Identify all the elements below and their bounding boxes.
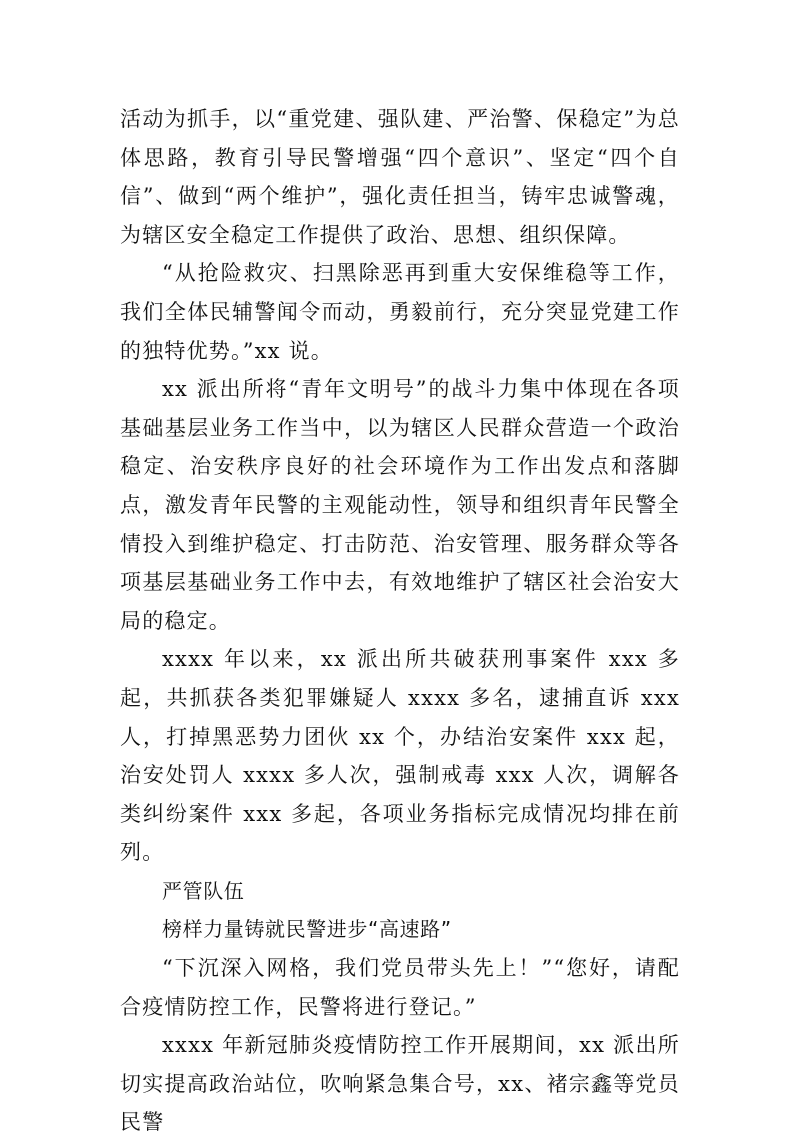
document-body <box>120 100 680 1142</box>
paragraph-quote: “从抢险救灾、扫黑除恶再到重大安保维稳等工作，我们全体民辅警闻令而动，勇毅前行，充分突显党建工作的独特优势。”xx 说。 <box>120 261 680 363</box>
paragraph-quote-grid: “下沉深入网格，我们党员带头先上！”“您好，请配合疫情防控工作，民警将进行登记。” <box>120 956 680 1019</box>
section-heading: 严管队伍 <box>162 878 245 903</box>
paragraph-epidemic: xxxx 年新冠肺炎疫情防控工作开展期间，xx 派出所切实提高政治站位，吹响紧急集合号，xx、褚宗鑫等党员民警 <box>120 1033 680 1135</box>
paragraph-statistics: xxxx 年以来，xx 派出所共破获刑事案件 xxx 多起，共抓获各类犯罪嫌疑人 xxxx 多名，逮捕直诉 xxx 人，打掉黑恶势力团伙 xx 个，办结治安案件 xxx 起，治安处罚人 xxxx 多人次，强制戒毒 xxx 人次，调解各类纠纷案件 xxx 多起，各项业务指标完成情况均排在前列。 <box>120 647 680 865</box>
paragraph-youth-brand: xx 派出所将“青年文明号”的战斗力集中体现在各项基础基层业务工作当中，以为辖区人民群众营造一个政治稳定、治安秩序良好的社会环境作为工作出发点和落脚点，激发青年民警的主观能动性，领导和组织青年民警全情投入到维护稳定、打击防范、治安管理、服务群众等各项基层基础业务工作中去，有效地维护了辖区社会治安大局的稳定。 <box>120 377 680 633</box>
section-subheading: 榜样力量铸就民警进步“高速路” <box>162 917 452 942</box>
paragraph-intro-continuation: 活动为抓手，以“重党建、强队建、严治警、保稳定”为总体思路，教育引导民警增强“四个意识”、坚定“四个自信”、做到“两个维护”，强化责任担当，铸牢忠诚警魂，为辖区安全稳定工作提供了政治、思想、组织保障。 <box>120 107 680 247</box>
